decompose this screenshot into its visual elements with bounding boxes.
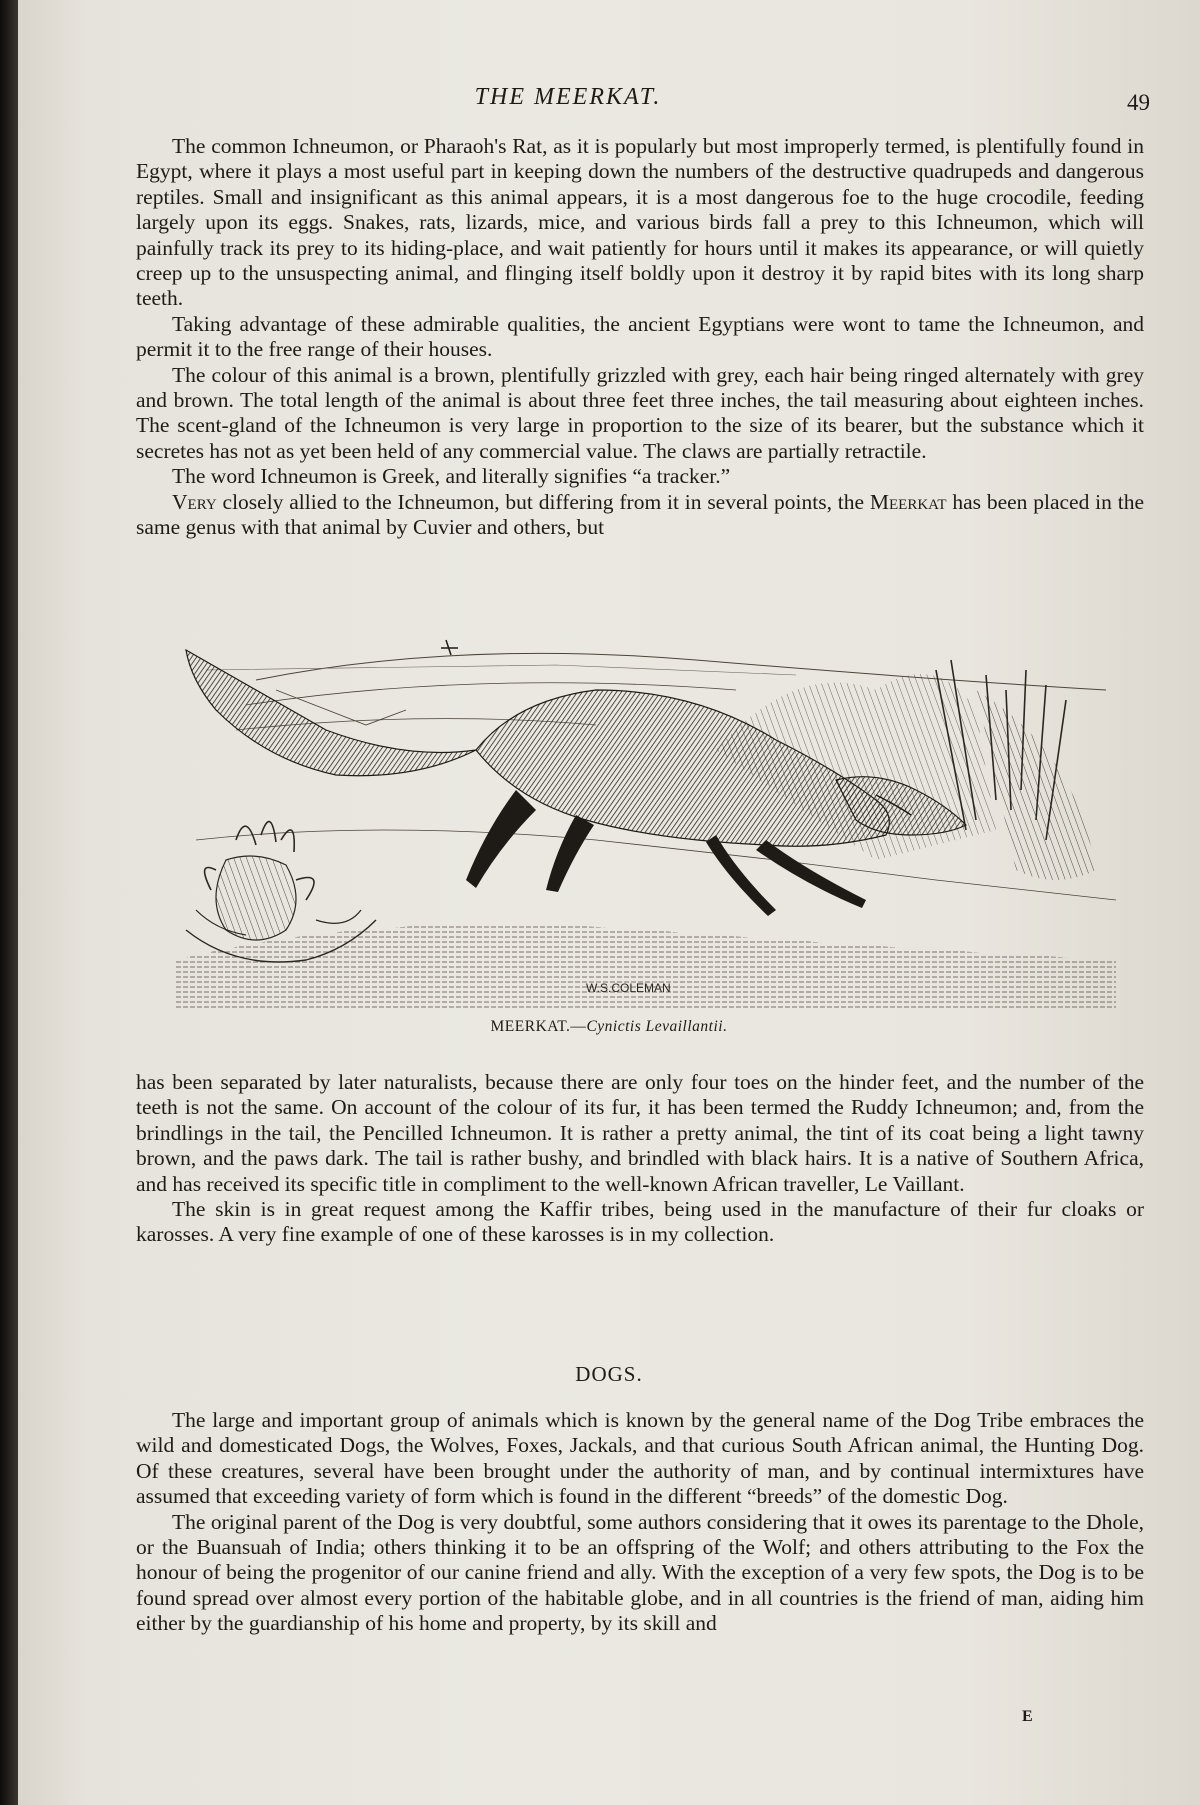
running-title: THE MEERKAT. (474, 84, 662, 110)
intro-text-end: has been placed in the same genus with that animal by Cuvier and others, but (136, 489, 1144, 540)
section-heading-dogs: DOGS. (575, 1362, 643, 1386)
paragraph: The common Ichneumon, or Pharaoh's Rat, as it is popularly but most improperly termed, is plentifully found in Egypt, where it plays a most useful part in keeping down the numbers of the destructive quadrupeds and dangerous reptiles. Small and insignificant as this animal appears, it is a most dangerous foe to the huge crocodile, feeding largely upon its eggs. Snakes, rats, lizards, mice, and various birds fall a prey to this Ichneumon, which will painfully track its prey to its hiding-place, and wait patiently for hours until it makes its appearance, or will quietly creep up to the unsuspecting animal, and flinging itself boldly upon it destroy it by rapid bites with its long sharp teeth. (136, 134, 1144, 311)
paragraph: The large and important group of animals which is known by the general name of the Dog Tribe embraces the wild and domesticated Dogs, the Wolves, Foxes, Jackals, and that curious South African animal, the Hunting Dog. Of these creatures, several have been brought under the authority of man, and by continual intermixtures have assumed that exceeding variety of form which is found in the different “breeds” of the domestic Dog. (136, 1408, 1144, 1509)
paragraph: The skin is in great request among the Kaffir tribes, being used in the manufacture of their fur cloaks or karosses. A very fine example of one of these karosses is in my collection. (136, 1197, 1144, 1247)
meerkat-illustration (176, 630, 1116, 1010)
paragraph: The original parent of the Dog is very doubtful, some authors considering that it owes its parentage to the Dhole, or the Buansuah of India; others thinking it to be an offspring of the Wolf; and others attributing to the Fox the honour of being the progenitor of our canine friend and ally. With the exception of a very few spots, the Dog is to be found spread over almost every portion of the habitable globe, and in all countries is the friend of man, aiding him either by the guardianship of his home and property, by its skill and (136, 1509, 1144, 1636)
dogs-text-block (136, 1408, 1144, 1637)
engraver-signature: W.S.COLEMAN (586, 981, 671, 995)
caption-label: MEERKAT.— (490, 1018, 587, 1035)
paragraph: Taking advantage of these admirable qualities, the ancient Egyptians were wont to tame the Ichneumon, and permit it to the free range of their houses. (136, 311, 1144, 362)
figure-caption (18, 1018, 1200, 1036)
page-number: 49 (1127, 90, 1150, 115)
meerkat-continued-text-block (136, 1070, 1144, 1248)
ichneumon-text-block (136, 134, 1144, 541)
meerkat-engraving (176, 630, 1116, 1010)
meerkat-name: Meerkat (869, 489, 947, 514)
lead-word: Very (172, 489, 217, 514)
paragraph: The word Ichneumon is Greek, and literally signifies “a tracker.” (172, 464, 731, 489)
paragraph: has been separated by later naturalists, because there are only four toes on the hinder feet, and the number of the teeth is not the same. On account of the colour of its fur, it has been termed the Ruddy Ichneumon; and, from the brindlings in the tail, the Pencilled Ichneumon. It is rather a pretty animal, the tint of its coat being a light tawny brown, and the paws dark. The tail is rather bushy, and brindled with black hairs. It is a native of Southern Africa, and has received its specific title in compliment to the well-known African traveller, Le Vaillant. (136, 1070, 1144, 1196)
caption-latin-name: Cynictis Levaillantii. (586, 1018, 728, 1035)
meerkat-intro-paragraph (136, 490, 1144, 541)
intro-text: closely allied to the Ichneumon, but differing from it in several points, the (216, 489, 870, 514)
paragraph: The colour of this animal is a brown, plentifully grizzled with grey, each hair being ringed alternately with grey and brown. The total length of the animal is about three feet three inches, the tail measuring about eighteen inches. The scent-gland of the Ichneumon is very large in proportion to the size of its bearer, but the substance which it secretes has not as yet been held of any commercial value. The claws are partially retractile. (136, 362, 1144, 463)
signature-mark: E (1022, 1708, 1033, 1725)
book-page (18, 0, 1200, 1805)
book-binding-shadow (0, 0, 18, 1805)
